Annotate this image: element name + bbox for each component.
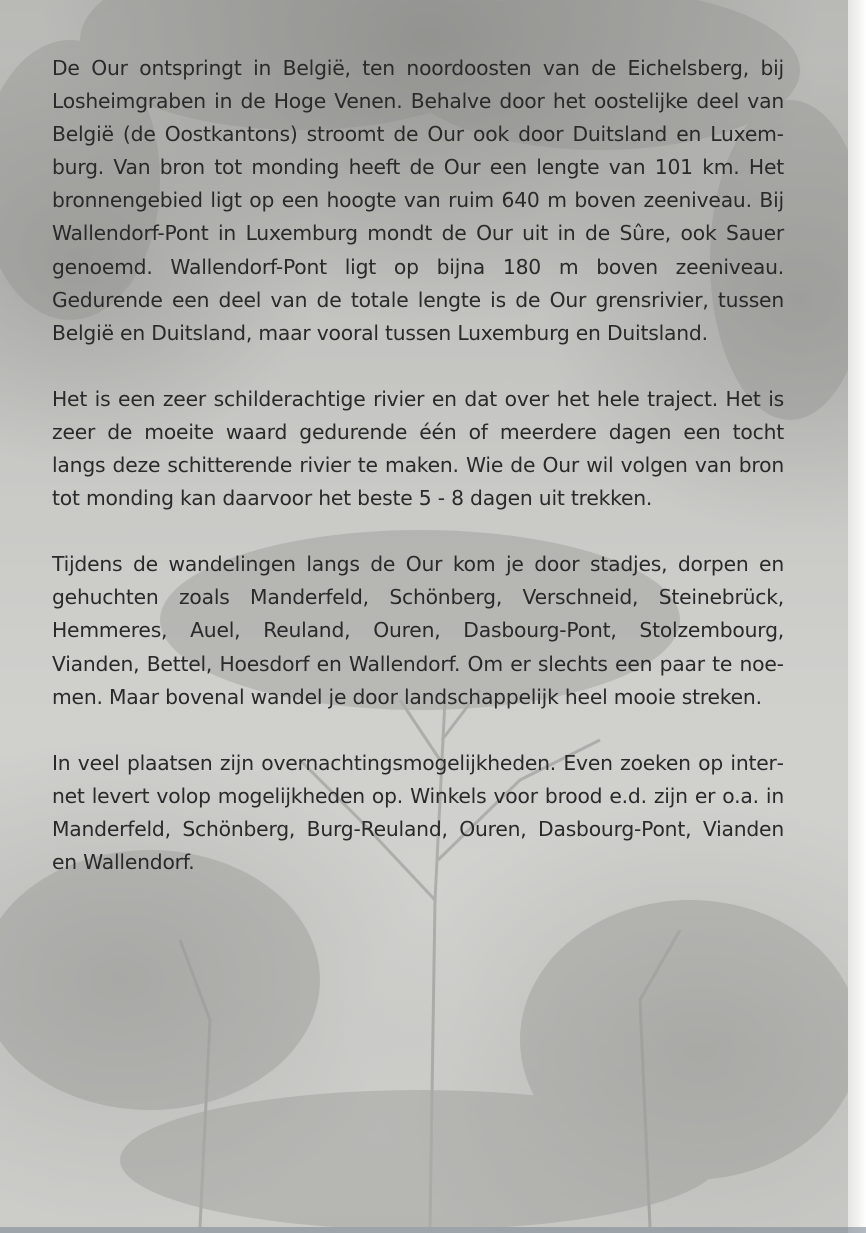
article-text — [52, 52, 784, 912]
page-bottom-edge — [0, 1227, 866, 1233]
page-edge — [848, 0, 866, 1233]
paragraph-2: Het is een zeer schilderachtige rivier en dat over het hele traject. Het is zeer de moeite waard gedurende één of meerdere dagen een tocht langs deze schitterende rivier te maken. Wie de Our wil volgen van bron tot monding kan daarvoor het beste 5 - 8 dagen uit trekken. — [52, 386, 784, 511]
paragraph-4: In veel plaatsen zijn overnachtingsmogelijkheden. Even zoeken op internet levert volop mogelijkheden op. Winkels voor brood e.d. zijn er o.a. in Manderfeld, Schönberg, Burg-Reuland, Ouren, Dasbourg-Pont, Vianden en Wallendorf. — [52, 750, 784, 874]
paragraph-1: De Our ontspringt in België, ten noordoosten van de Eichelsberg, bij Losheimgraben in de Hoge Venen. Behalve door het oostelijke deel van België (de Oostkantons) stroomt de Our ook door Duitsland en Luxemburg. Van bron tot monding heeft de Our een lengte van 101 km. Het bronnengebied ligt op een hoogte van ruim 640 m boven zeeniveau. Bij Wallendorf-Pont in Luxemburg mondt de Our uit in de Sûre, ook Sauer genoemd. Wallendorf-Pont ligt op bijna 180 m boven zeeniveau. Gedurende een deel van de totale lengte is de Our grensrivier, tussen België en Duitsland, maar vooral tussen Luxemburg en Duitsland. — [52, 56, 784, 345]
paragraph-3: Tijdens de wandelingen langs de Our kom je door stadjes, dorpen en gehuchten zoals Manderfeld, Schönberg, Verschneid, Steinebrück, Hemmeres, Auel, Reuland, Ouren, Dasbourg-Pont, Stolzembourg, Vianden, Bettel, Hoesdorf en Wallendorf. Om er slechts een paar te noemen. Maar bovenal wandel je door landschappelijk heel mooie streken. — [52, 552, 784, 709]
